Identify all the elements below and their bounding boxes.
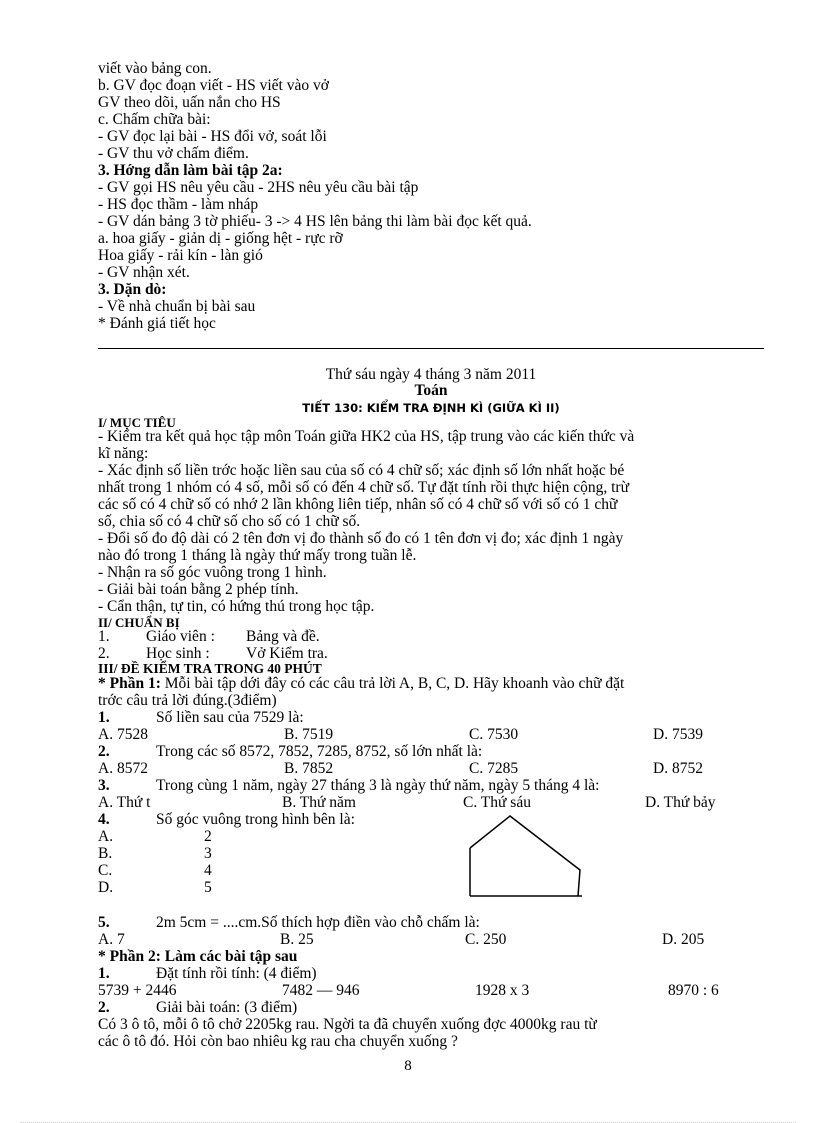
prep-who: Giáo viên : <box>146 628 215 645</box>
text-line: * Đánh giá tiết học <box>98 315 216 332</box>
answer-option: A. 8572 <box>98 760 148 777</box>
question-text: Đặt tính rồi tính: (4 điểm) <box>156 965 317 982</box>
part1-intro <box>98 675 624 692</box>
question-number: 5. <box>98 914 110 931</box>
objectives-heading: I/ MỤC TIÊU <box>98 415 176 430</box>
answer-option: A. 7 <box>98 931 125 948</box>
answer-option: B. Thứ năm <box>282 794 356 811</box>
section-heading: 3. Dặn dò: <box>98 281 167 298</box>
text-line: - Đổi số đo độ dài có 2 tên đơn vị đo thành số đo có 1 tên đơn vị đo; xác định 1 ngày <box>98 530 624 547</box>
text-line: a. hoa giấy - giản dị - giống hệt - rực rỡ <box>98 230 343 247</box>
text-line: nhất trong 1 nhóm có 4 số, mỗi số có đến 4 chữ số. Tự đặt tính rồi thực hiện cộng, trừ <box>98 479 629 496</box>
problem-text: Có 3 ô tô, mỗi ô tô chở 2205kg rau. Ngời ta đã chuyển xuống đợc 4000kg rau từ <box>98 1016 597 1033</box>
answer-value: 2 <box>204 828 212 845</box>
text-line: các số có 4 chữ số có nhớ 2 lần không liên tiếp, nhân số có 4 chữ số với số có 1 chữ <box>98 496 618 513</box>
part1-text: Mỗi bài tập dới đây có các câu trả lời A, B, C, D. Hãy khoanh vào chữ đặt <box>160 675 625 692</box>
question-text: Trong cùng 1 năm, ngày 27 tháng 3 là ngày thứ năm, ngày 5 tháng 4 là: <box>156 777 600 794</box>
question-number: 4. <box>98 811 110 828</box>
text-line: - GV dán bảng 3 tờ phiếu- 3 -> 4 HS lên bảng thi làm bài đọc kết quả. <box>98 213 532 230</box>
answer-option: A. 7528 <box>98 726 148 743</box>
answer-letter: A. <box>98 828 114 845</box>
text-line: c. Chấm chữa bài: <box>98 111 211 128</box>
answer-letter: B. <box>98 845 113 862</box>
question-text: Giải bài toán: (3 điểm) <box>156 999 298 1016</box>
answer-option: C. 7285 <box>469 760 519 777</box>
part1-label: * Phần 1: <box>98 675 161 692</box>
question-text: Số liền sau của 7529 là: <box>156 709 304 726</box>
text-line: số, chia số có 4 chữ số cho số có 1 chữ số. <box>98 513 361 530</box>
text-line: b. GV đọc đoạn viết - HS viết vào vở <box>98 77 329 94</box>
text-line: - Xác định số liền trớc hoặc liền sau của số có 4 chữ số; xác định số lớn nhất hoặc bé <box>98 462 625 479</box>
prep-num: 1. <box>98 628 110 645</box>
part2-heading: * Phần 2: Làm các bài tập sau <box>98 948 298 965</box>
question-text: Trong các số 8572, 7852, 7285, 8752, số lớn nhất là: <box>156 743 483 760</box>
date-line: Thứ sáu ngày 4 tháng 3 năm 2011 <box>325 366 537 383</box>
text-line: - GV thu vở chấm điểm. <box>98 145 249 162</box>
answer-letter: D. <box>98 879 114 896</box>
prep-heading: II/ CHUẨN BỊ <box>98 615 180 630</box>
text-line: - Nhận ra số góc vuông trong 1 hình. <box>98 564 327 581</box>
expression: 7482 — 946 <box>282 982 360 999</box>
text-line: - GV đọc lại bài - HS đổi vở, soát lỗi <box>98 128 327 145</box>
answer-option: B. 25 <box>280 931 314 948</box>
lesson-title: TIẾT 130: KIỂM TRA ĐỊNH KÌ (GIỮA KÌ II) <box>302 401 560 415</box>
text-line: kĩ năng: <box>98 445 149 462</box>
answer-option: D. 205 <box>662 931 705 948</box>
expression: 8970 : 6 <box>668 982 719 999</box>
text-line: Hoa giấy - rải kín - làn gió <box>98 247 263 264</box>
text-line: - Cẩn thận, tự tin, có hứng thú trong học tập. <box>98 598 375 615</box>
question-text: Số góc vuông trong hình bên là: <box>156 811 355 828</box>
text-line: - Về nhà chuẩn bị bài sau <box>98 298 256 315</box>
text-line: nào đó trong 1 tháng là ngày thứ mấy trong tuần lễ. <box>98 547 417 564</box>
question-number: 1. <box>98 709 110 726</box>
question-number: 1. <box>98 965 110 982</box>
answer-option: B. 7852 <box>284 760 334 777</box>
answer-option: D. 8752 <box>653 760 703 777</box>
answer-letter: C. <box>98 862 113 879</box>
text-line: - GV nhận xét. <box>98 264 190 281</box>
text-line: GV theo dõi, uấn nắn cho HS <box>98 94 281 111</box>
answer-value: 4 <box>204 862 212 879</box>
prep-what: Bảng và đề. <box>246 628 320 645</box>
section-divider <box>98 348 764 349</box>
text-line: - Giải bài toán bằng 2 phép tính. <box>98 581 299 598</box>
answer-option: C. 250 <box>465 931 507 948</box>
answer-value: 5 <box>204 879 212 896</box>
prep-who: Học sinh : <box>146 645 210 662</box>
expression: 1928 x 3 <box>475 982 530 999</box>
answer-option: D. 7539 <box>653 726 703 743</box>
expression: 5739 + 2446 <box>98 982 177 999</box>
answer-option: B. 7519 <box>284 726 334 743</box>
problem-text: các ô tô đó. Hỏi còn bao nhiêu kg rau cha chuyển xuống ? <box>98 1033 458 1050</box>
question-number: 3. <box>98 777 110 794</box>
page-number: 8 <box>404 1058 412 1074</box>
text-line: viết vào bảng con. <box>98 60 212 77</box>
question-text: 2m 5cm = ....cm.Số thích hợp điền vào chỗ chấm là: <box>156 914 480 931</box>
answer-option: C. Thứ sáu <box>463 794 531 811</box>
pentagon-figure <box>460 808 590 908</box>
answer-value: 3 <box>204 845 212 862</box>
prep-num: 2. <box>98 645 110 662</box>
text-line: trớc câu trả lời đúng.(3điểm) <box>98 692 277 709</box>
section-heading: 3. Hớng dẫn làm bài tập 2a: <box>98 162 283 179</box>
prep-what: Vở Kiểm tra. <box>246 645 328 662</box>
answer-option: D. Thứ bảy <box>645 794 716 811</box>
question-number: 2. <box>98 743 110 760</box>
text-line: - Kiểm tra kết quả học tập môn Toán giữa HK2 của HS, tập trung vào các kiến thức và <box>98 428 635 445</box>
text-line: - GV gọi HS nêu yêu cầu - 2HS nêu yêu cầu bài tập <box>98 179 419 196</box>
subject-title: Toán <box>414 382 448 399</box>
answer-option: C. 7530 <box>469 726 519 743</box>
test-heading: III/ ĐỀ KIỂM TRA TRONG 40 PHÚT <box>98 661 322 676</box>
figure-outline <box>470 816 580 896</box>
answer-option: A. Thứ t <box>98 794 151 811</box>
text-line: - HS đọc thầm - làm nháp <box>98 196 259 213</box>
question-number: 2. <box>98 999 110 1016</box>
